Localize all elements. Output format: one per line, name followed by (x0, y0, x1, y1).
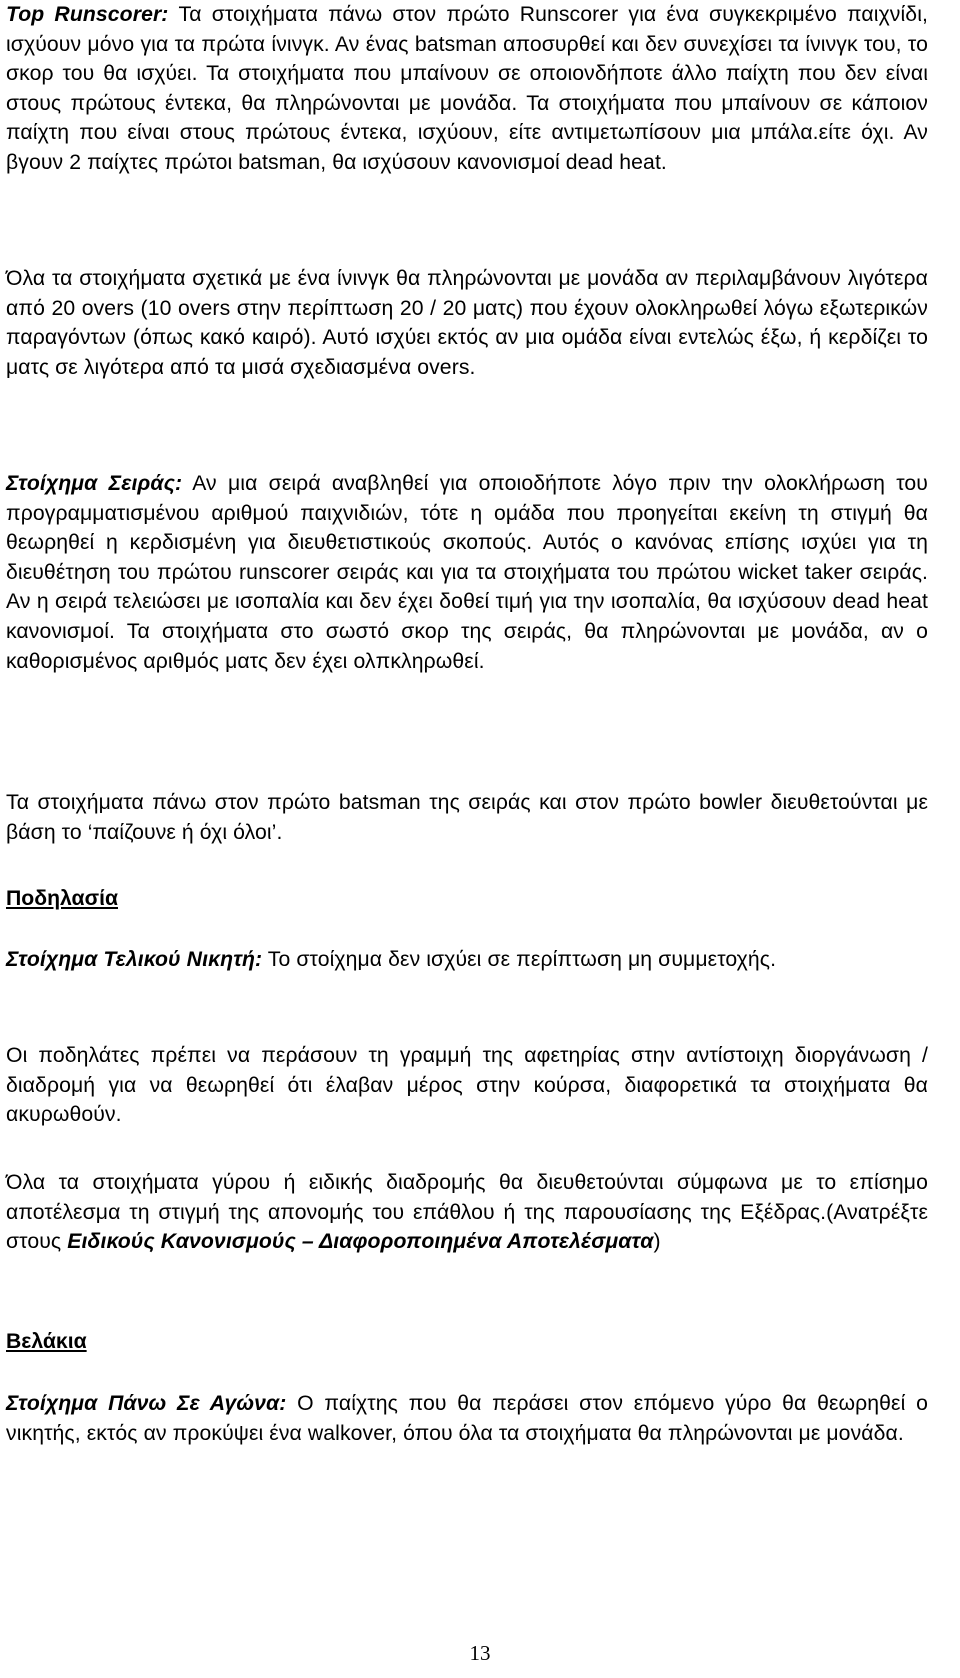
cycling-official-result-text: Όλα τα στοιχήματα γύρου ή ειδικής διαδρομής θα διευθετούνται σύμφωνα με το επίσημο αποτέλεσμα τη στιγμή της απονομής του επάθλου ή της παρουσίασης της Εξέδρας.(Ανατρέξτε στους (6, 1171, 928, 1254)
innings-rule-paragraph: Όλα τα στοιχήματα σχετικά με ένα ίνινγκ θα πληρώνονται με μονάδα αν περιλαμβάνουν λιγότερα από 20 overs (10 overs στην περίπτωση 20 / 20 ματς) που έχουν ολοκληρωθεί λόγω εξωτερικών παραγόντων (όπως κακό καιρό). Αυτό ισχύει εκτός αν μια ομάδα είναι εντελώς έξω, ή κερδίζει το ματς σε λιγότερα από τα μισά σχεδιασμένα overs. (6, 267, 928, 379)
darts-match-text: Ο παίχτης που θα περάσει στον επόμενο γύρο θα θεωρηθεί ο νικητής, εκτός αν προκύψει ένα walkover, όπου όλα τα στοιχήματα θα πληρώνονται με μονάδα. (6, 1392, 928, 1445)
darts-match-paragraph (6, 1389, 928, 1448)
cycling-official-result-close: ) (653, 1230, 661, 1254)
darts-heading: Βελάκια (6, 1330, 87, 1353)
cycling-heading: Ποδηλασία (6, 887, 118, 910)
runscorer-text: Τα στοιχήματα πάνω στον πρώτο Runscorer για ένα συγκεκριμένο παιχνίδι, ισχύουν μόνο για τα πρώτα ίνινγκ. Αν ένας batsman αποσυρθεί και δεν συνεχίσει τα ίνινγκ του, το σκορ του θα ισχύει. Τα στοιχήματα που μπαίνουν σε οποιονδήποτε άλλο παίχτη που δεν είναι στους πρώτους έντεκα, θα πληρώνονται με μονάδα. Τα στοιχήματα που μπαίνουν σε κάποιον παίχτη που είναι στους πρώτους έντεκα, ισχύουν, είτε αντιμετωπίσουν μια μπάλα.είτε όχι. Αν βγουν 2 παίχτες πρώτοι batsman, θα ισχύσουν κανονισμοί dead heat. (6, 3, 928, 174)
series-term: Στοίχημα Σειράς: (6, 472, 183, 495)
cycling-start-line-paragraph: Οι ποδηλάτες πρέπει να περάσουν τη γραμμή της αφετηρίας στην αντίστοιχη διοργάνωση / διαδρομή για να θεωρηθεί ότι έλαβαν μέρος στην κούρσα, διαφορετικά τα στοιχήματα θα ακυρωθούν. (6, 1044, 928, 1127)
runscorer-term: Top Runscorer: (6, 3, 169, 26)
darts-match-term: Στοίχημα Πάνω Σε Αγώνα: (6, 1392, 287, 1415)
series-paragraph (6, 469, 928, 676)
page-number: 13 (469, 1641, 491, 1665)
cycling-winner-term: Στοίχημα Τελικού Νικητή: (6, 948, 263, 971)
series-text: Αν μια σειρά αναβληθεί για οποιοδήποτε λόγο πριν την ολοκλήρωση του προγραμματισμένου αριθμού παιχνιδιών, τότε η ομάδα που προηγείται εκείνη τη στιγμή θα θεωρηθεί η κερδισμένη για διευθετιστικούς σκοπούς. Αυτός ο κανόνας επίσης ισχύει για τη διευθέτηση του πρώτου runscorer σειράς και για τα στοιχήματα του πρώτου wicket taker σειράς. Αν η σειρά τελειώσει με ισοπαλία και δεν έχει δοθεί τιμή για την ισοπαλία, θα ισχύσουν dead heat κανονισμοί. Τα στοιχήματα στο σωστό σκορ της σειράς, θα πληρώνονται με μονάδα, αν ο καθορισμένος αριθμός ματς δεν έχει ολπκληρωθεί. (6, 472, 928, 673)
cycling-official-result-paragraph (6, 1168, 928, 1257)
runscorer-paragraph (6, 0, 928, 178)
first-batsman-paragraph: Τα στοιχήματα πάνω στον πρώτο batsman της σειράς και στον πρώτο bowler διευθετούνται με βάση το ‘παίζουνε ή όχι όλοι’. (6, 791, 928, 844)
special-rules-reference: Ειδικούς Κανονισμούς – Διαφοροποιημένα Αποτελέσματα (67, 1230, 654, 1254)
cycling-winner-paragraph (6, 945, 776, 975)
cycling-winner-text: Το στοίχημα δεν ισχύει σε περίπτωση μη συμμετοχής. (262, 948, 777, 971)
